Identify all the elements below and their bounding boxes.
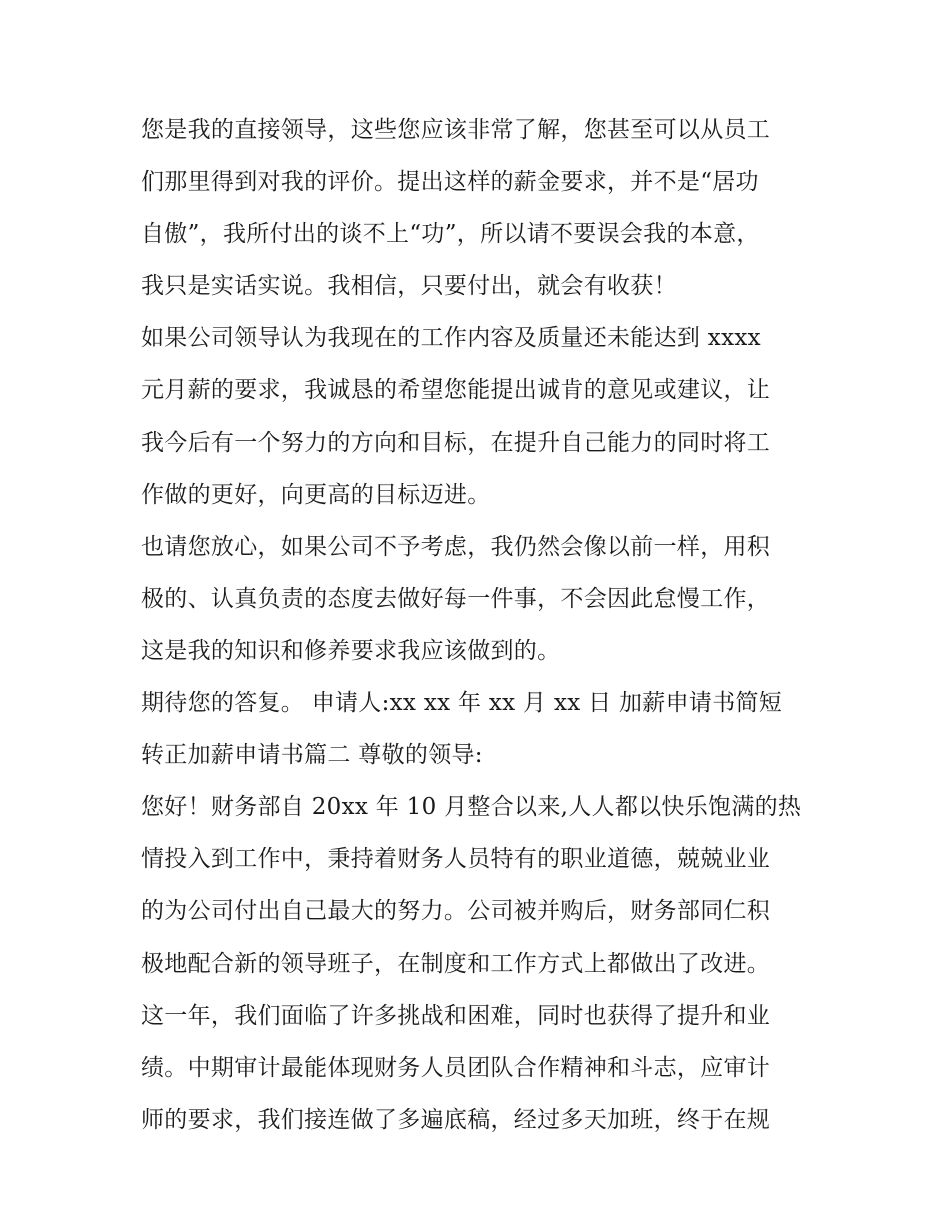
text-line: 我今后有一个努力的方向和目标，在提升自己能力的同时将工 [141,429,771,456]
text-line: 的为公司付出自己最大的努力。公司被并购后，财务部同仁积 [141,898,771,925]
document-body [141,104,821,1146]
text-line: 您是我的直接领导，这些您应该非常了解，您甚至可以从员工 [141,117,771,143]
text-line: 期待您的答复。 申请人:xx xx 年 xx 月 xx 日 加薪申请书简短 [141,690,783,717]
text-line: 自傲”，我所付出的谈不上“功”，所以请不要误会我的本意， [141,221,760,248]
text-line: 这是我的知识和修养要求我应该做到的。 [141,637,561,664]
text-line: 转正加薪申请书篇二 尊敬的领导: [141,742,483,769]
text-line: 您好！财务部自 20xx 年 10 月整合以来,人人都以快乐饱满的热 [141,794,802,821]
text-line: 绩。中期审计最能体现财务人员团队合作精神和斗志，应审计 [141,1054,771,1081]
text-line: 我只是实话实说。我相信，只要付出，就会有收获！ [141,273,677,300]
text-line: 作做的更好，向更高的目标迈进。 [141,481,491,508]
text-line: 情投入到工作中，秉持着财务人员特有的职业道德，兢兢业业 [141,846,771,873]
text-line: 们那里得到对我的评价。提出这样的薪金要求，并不是“居功 [141,169,759,196]
text-line: 也请您放心，如果公司不予考虑，我仍然会像以前一样，用积 [141,533,771,560]
text-line: 这一年，我们面临了许多挑战和困难，同时也获得了提升和业 [141,1002,771,1029]
text-line: 极地配合新的领导班子，在制度和工作方式上都做出了改进。 [141,950,771,977]
text-line: 如果公司领导认为我现在的工作内容及质量还未能达到 xxxx [141,325,761,352]
text-line: 元月薪的要求，我诚恳的希望您能提出诚肯的意见或建议，让 [141,377,771,404]
text-line: 极的、认真负责的态度去做好每一件事，不会因此怠慢工作， [141,585,771,612]
text-line: 师的要求，我们接连做了多遍底稿，经过多天加班，终于在规 [141,1106,771,1133]
